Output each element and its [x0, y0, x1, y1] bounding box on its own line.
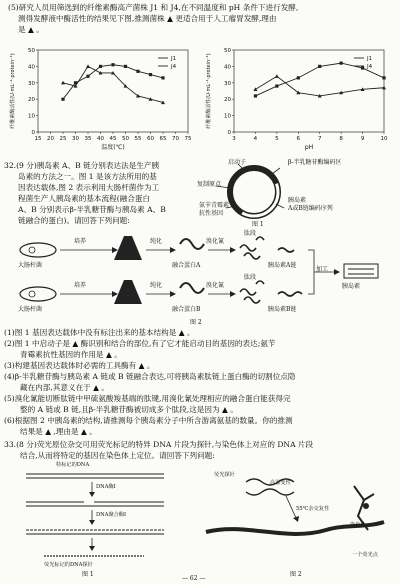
ph-chart-point-J1 — [275, 84, 278, 87]
hybridize-arrow — [286, 496, 296, 518]
q32-question-5: 藏在内部,其意义在于 ▲ 。 — [20, 383, 110, 392]
ph-chart-x-tick-label: 7 — [317, 136, 322, 142]
flask-a-icon — [114, 236, 142, 260]
q32-question-9: 结果是 ▲ ,理由是 ▲ 。 — [20, 427, 97, 436]
q32-intro-2: 因表达载体,图 2 表示利用大肠杆菌作为工 — [18, 183, 160, 192]
temp-chart-x-tick-label: 45 — [109, 136, 117, 142]
culture-a-arrowhead — [112, 247, 118, 253]
temp-chart-point-J4 — [61, 81, 65, 85]
temp-chart-y-tick-label: 40 — [28, 64, 35, 71]
temp-chart-point-J4 — [86, 64, 90, 68]
temp-chart-x-tick-label: 15 — [34, 136, 42, 142]
temp-chart-x-tick-label: 20 — [47, 136, 54, 142]
temp-chart-x-tick-label: 55 — [134, 136, 142, 142]
fig1-insulin2: A或B链编码序列 — [288, 205, 333, 212]
fig2-ecoli-a: 大肠杆菌 — [18, 262, 43, 269]
temp-chart-point-J1 — [61, 98, 64, 101]
q32-intro-3: 程菌生产人胰岛素的基本流程(融合蛋白 — [18, 194, 151, 203]
q32-intro-0: 32.(9 分)胰岛素 A、B 链分别表达法是生产胰 — [4, 161, 160, 170]
ph-chart-point-J1 — [382, 76, 385, 79]
ph-chart-point-J1 — [340, 62, 343, 65]
ph-chart-y-tick-label: 50 — [224, 48, 231, 54]
fig2-insulin: 胰岛素 — [342, 283, 361, 290]
q32-question-6: (5)溴化氰能切断肽链中甲硫氨酸羧基端的肽键,用溴化氰处理相应的融合蛋白能获得完 — [4, 394, 291, 403]
q32-question-1: (2)图 1 中启动子是 ▲ 酶识别和结合的部位,有了它才能启动目的基因的表达;氨苄 — [4, 339, 276, 348]
q32-intro-4: A、B 分别表示β-半乳糖苷酶与胰岛素 A、B — [18, 205, 166, 214]
temperature-activity-chart — [4, 42, 200, 160]
ph-chart-series-J1-line — [255, 63, 384, 96]
temp-chart-point-J1 — [161, 76, 164, 79]
hybridize-arrowhead — [293, 516, 299, 522]
ph-activity-chart — [200, 42, 396, 160]
plasmid-b-icon — [29, 291, 35, 297]
q33-fig1-bottom: 荧光标记的DNA探针 — [44, 562, 93, 568]
ph-chart-point-J4 — [253, 87, 257, 91]
fusion-b-protein-icon — [180, 283, 204, 293]
insulin-product-icon — [344, 264, 378, 278]
temp-chart-x-tick-label: 50 — [122, 136, 129, 142]
fusion-a-protein-icon — [180, 239, 204, 249]
temp-chart-x-tick-label: 25 — [59, 136, 67, 142]
q32-question-0: (1)图 1 基因表达载体中没有标注出来的基本结构是 ▲ 。 — [4, 328, 195, 337]
ph-chart-y-tick-label: 40 — [224, 64, 231, 71]
q33-line1: 33.(8 分)荧光原位杂交可用荧光标记的特异 DNA 片段为探针,与染色体上对应的 DNA 片段 — [4, 440, 314, 449]
ph-chart-point-J1 — [254, 94, 257, 97]
insulin-b-chain-icon — [278, 292, 302, 296]
temp-chart-point-J1 — [111, 63, 114, 66]
q33-fig2-chrom: 染色体 — [350, 522, 366, 528]
ph-chart-plot-frame — [234, 50, 384, 132]
temp-chart-point-J1 — [149, 73, 152, 76]
temp-chart-x-tick-label: 60 — [147, 136, 154, 142]
q33-fig2-probe: 荧光探针 — [214, 472, 235, 478]
ph-chart-x-tick-label: 3 — [232, 136, 236, 142]
purify-b-arrowhead — [170, 291, 176, 297]
gal-pointer — [272, 168, 280, 174]
temp-chart-x-axis-label: 温度(℃) — [101, 144, 125, 151]
q32-question-2: 青霉素抗性基因的作用是 ▲ 。 — [20, 350, 122, 359]
q33-fig2-spot: 一个荧光点 — [352, 552, 378, 558]
temp-chart-point-J1 — [99, 65, 102, 68]
fig2-ecoli-b: 大肠杆菌 — [18, 306, 43, 313]
arrow-1-head — [89, 492, 95, 497]
temp-chart-legend-label-J1: J1 — [171, 56, 177, 62]
ph-chart-x-tick-label: 6 — [296, 136, 301, 142]
fig1-amp: 氨苄青霉素 — [199, 202, 230, 209]
fig2-peptide-a: 肽段 — [244, 230, 257, 237]
temp-chart-x-tick-label: 40 — [97, 136, 104, 142]
ph-chart-x-tick-label: 5 — [275, 136, 279, 142]
q33-fig2-hyb: 55℃杂交复性 — [296, 506, 330, 512]
fig2-purify-a: 纯化 — [150, 238, 163, 245]
ph-chart-x-axis-label: pH — [304, 144, 314, 151]
q33-dna2: DNA聚合酶Ⅰ — [96, 512, 127, 518]
fig1-insulin: 胰岛素 — [288, 197, 307, 204]
fig2-cnbr-a: 溴化氰 — [206, 238, 225, 245]
ph-chart-x-tick-label: 4 — [253, 136, 258, 142]
fig2-culture-a: 培养 — [74, 238, 87, 245]
q32-question-3: (3)构建基因表达载体时必需的工具酶有 ▲ 。 — [4, 361, 155, 370]
temp-chart-x-tick-label: 65 — [159, 136, 167, 142]
fig2-cnbr-b: 溴化氰 — [206, 282, 225, 289]
fig2-purify-b: 纯化 — [150, 282, 163, 289]
q33-fig1-caption: 图 1 — [82, 571, 94, 578]
peptide-b-icon — [240, 281, 264, 303]
q33-fig2-denat: 高温变性 — [270, 480, 291, 486]
arrow-3-head — [89, 546, 95, 551]
ph-chart-point-J1 — [297, 76, 300, 79]
ph-chart-y-tick-label: 30 — [224, 80, 231, 87]
insulin-pointer — [276, 204, 284, 208]
q32-intro-5: 链融合的蛋白)。请回答下列问题: — [18, 216, 130, 225]
plasmid-a-icon — [29, 247, 35, 253]
temp-chart-y-tick-label: 10 — [28, 113, 35, 120]
page-number: — 62 — — [182, 575, 206, 582]
q33-dna1: DNA酶Ⅰ — [96, 484, 116, 490]
ph-chart-series-J4-line — [255, 76, 384, 96]
temp-chart-legend-label-J4: J4 — [171, 64, 177, 70]
flask-b-icon — [114, 280, 142, 304]
ph-chart-point-J1 — [318, 65, 321, 68]
ph-chart-point-J4 — [275, 74, 279, 78]
q31-line1: (5)研究人员用筛选到的纤维素酶高产菌株 J1 和 J4,在不同温度和 pH 条件下进行发酵, — [8, 3, 299, 12]
temp-chart-y-tick-label: 50 — [28, 48, 35, 54]
fig1-origin: 复制原点 — [197, 181, 222, 188]
q32-question-8: (6)根据图 2 中胰岛素的结构,请推测每个胰岛素分子中所含游离氨基的数量。你的推测 — [4, 416, 293, 425]
arrow-2-head — [89, 520, 95, 525]
temp-chart-point-J1 — [124, 65, 127, 68]
fig2-insulin-b: 胰岛素B链 — [268, 306, 297, 313]
fig1-caption: 图 1 — [252, 221, 264, 228]
temp-chart-y-tick-label: 0 — [31, 130, 35, 136]
ph-chart-legend-label-J4: J4 — [367, 64, 373, 70]
temp-chart-point-J1 — [86, 75, 89, 78]
ph-chart-point-J1 — [361, 66, 364, 69]
process-arrowhead — [334, 269, 340, 275]
ph-chart-x-tick-label: 10 — [380, 136, 388, 142]
q32-question-7: 整的 A 链或 B 链,且β-半乳糖苷酶被切成多个肽段,这是因为 ▲ 。 — [20, 405, 238, 414]
ph-chart-x-tick-label: 8 — [339, 136, 343, 142]
q33-fig2-caption: 图 2 — [290, 571, 302, 578]
fig2-culture-b: 培养 — [74, 282, 87, 289]
ph-chart-x-tick-label: 9 — [360, 136, 365, 142]
temp-chart-y-axis-label: 纤维素酶活性(U·mL⁻¹·protein⁻¹) — [10, 53, 16, 129]
ph-chart-y-axis-label: 纤维素酶活性(U·mL⁻¹·protein⁻¹) — [206, 53, 212, 129]
temp-chart-x-tick-label: 75 — [184, 136, 192, 142]
fig2-fusion-b: 融合蛋白B — [172, 306, 201, 313]
temp-chart-x-tick-label: 70 — [172, 136, 179, 142]
ph-chart-legend-label-J1: J1 — [367, 56, 373, 62]
ecoli-a-icon — [20, 243, 56, 257]
q33-line2: 结合,从而将特定的基因在染色体上定位。请回答下列问题: — [20, 451, 215, 460]
temp-chart-y-tick-label: 30 — [28, 80, 35, 87]
temp-chart-y-tick-label: 20 — [28, 97, 35, 104]
fig1-amp2: 抗性基因 — [199, 210, 224, 217]
culture-b-arrowhead — [112, 291, 118, 297]
peptide-a-icon — [240, 237, 264, 259]
temp-chart-plot-frame — [38, 50, 188, 132]
temp-chart-x-tick-label: 35 — [84, 136, 92, 142]
ph-chart-y-tick-label: 10 — [224, 113, 231, 120]
temp-chart-x-tick-label: 30 — [72, 136, 79, 142]
ecoli-b-icon — [20, 287, 56, 301]
cnbr-a-arrowhead — [230, 247, 236, 253]
cnbr-b-arrowhead — [230, 291, 236, 297]
fig2-insulin-a: 胰岛素A链 — [268, 262, 297, 269]
q32-question-4: (4)β-半乳糖苷酶与胰岛素 A 链或 B 链融合表达,可将胰岛素肽链上蛋白酶的切割位点隐 — [4, 372, 296, 381]
insulin-a-chain-icon — [278, 248, 294, 252]
fig2-fusion-a: 融合蛋白A — [172, 262, 201, 269]
q32-intro-1: 岛素的方法之一。图 1 是该方法所用的基 — [18, 172, 157, 181]
ph-chart-y-tick-label: 0 — [227, 130, 231, 136]
ph-chart-y-tick-label: 20 — [224, 97, 231, 104]
q31-line3: 是 ▲ 。 — [18, 25, 44, 34]
fluorescent-spot-icon — [363, 503, 369, 509]
fig1-promoter: 启动子 — [228, 159, 247, 166]
fig2-peptide-b: 肽段 — [244, 274, 257, 281]
q33-fig1-top: 特标记的DNA — [56, 462, 90, 468]
fig2-caption: 图 2 — [190, 319, 202, 326]
q31-line2: 测得发酵液中酶活性的结果见下图,推测菌株 ▲ 更适合用于人工瘤胃发酵,理由 — [18, 14, 277, 23]
probe-labeling-figure — [14, 462, 174, 566]
fig1-gal-region: β-半乳糖苷酶编码区 — [288, 159, 342, 166]
purify-a-arrowhead — [170, 247, 176, 253]
fig2-process: 加工 — [316, 266, 329, 273]
temp-chart-point-J1 — [136, 70, 139, 73]
probe-helix-icon-2 — [246, 489, 294, 495]
